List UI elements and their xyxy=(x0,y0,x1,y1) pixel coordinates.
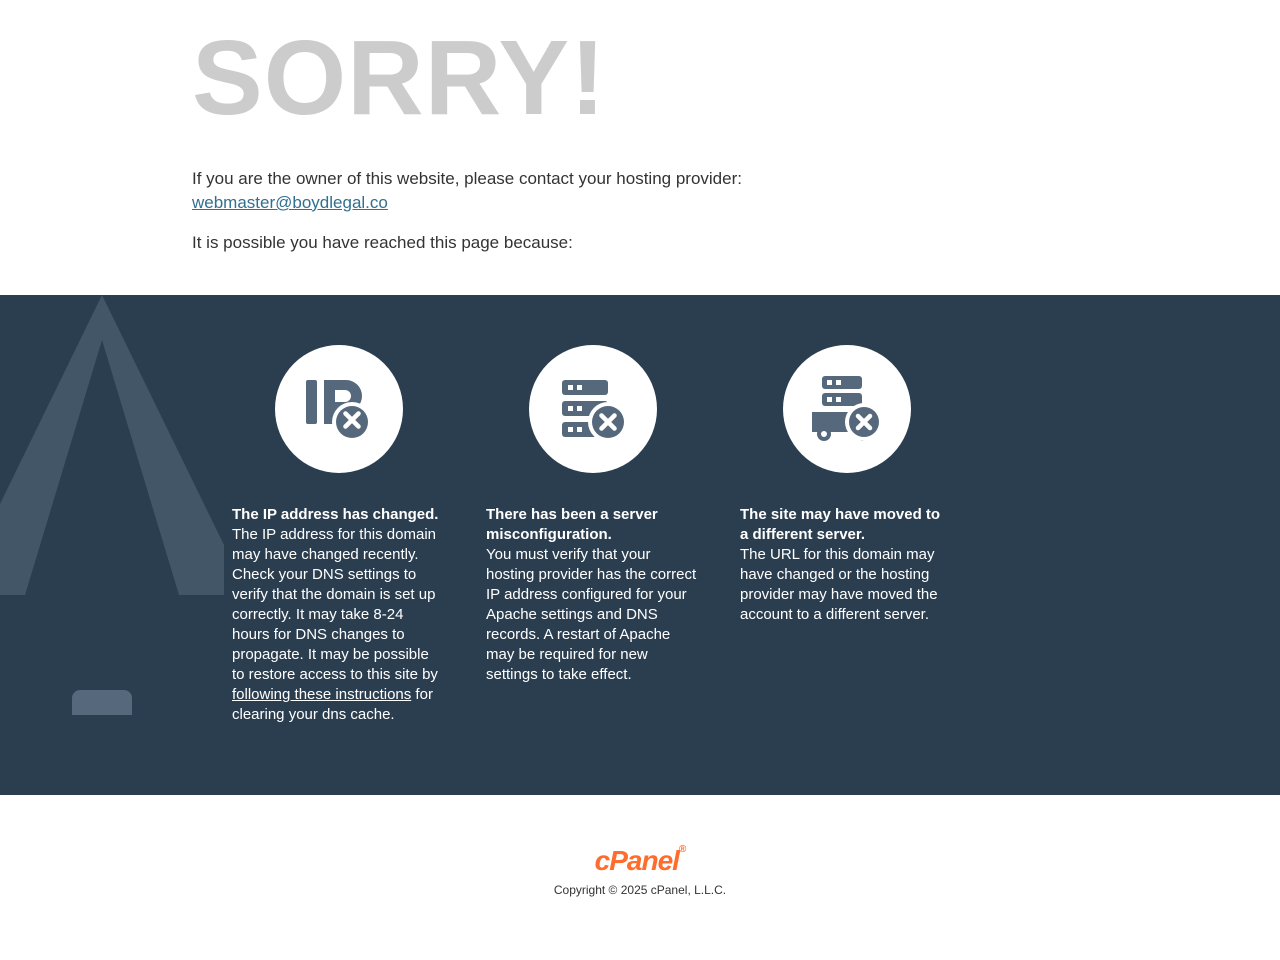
reason-column-site-moved xyxy=(740,345,994,725)
copyright-text: Copyright © 2025 cPanel, L.L.C. xyxy=(553,883,727,897)
reasons-band xyxy=(0,295,1280,795)
reason-title: The IP address has changed. xyxy=(232,506,439,523)
reason-column-server-misconfiguration xyxy=(486,345,740,725)
reason-title: There has been a server misconfiguration. xyxy=(486,506,658,543)
reason-icon-circle xyxy=(529,345,657,473)
reason-body-text-after: for clearing your dns cache. xyxy=(232,686,433,723)
webmaster-email-link[interactable]: webmaster@boydlegal.co xyxy=(192,192,388,212)
server-error-icon xyxy=(556,374,630,444)
registered-trademark-icon: ® xyxy=(678,844,686,855)
server-moved-truck-icon xyxy=(808,374,886,444)
reason-body-text-before: The IP address for this domain may have changed recently. Check your DNS settings to verify that the domain is set up correctly. It may take 8-24 hours for DNS changes to propagate. It may be possible to restore access to this site by xyxy=(232,526,438,683)
reasons-intro-text: It is possible you have reached this page because: xyxy=(192,232,573,252)
reason-body: The URL for this domain may have changed or the hosting provider may have moved the account to a different server. xyxy=(740,546,938,623)
ip-address-error-icon xyxy=(302,374,376,444)
dns-cache-instructions-link[interactable]: following these instructions xyxy=(232,686,412,703)
reason-icon-circle xyxy=(275,345,403,473)
reason-column-ip-address xyxy=(232,345,486,725)
reasons-columns xyxy=(0,295,1280,725)
reason-title: The site may have moved to a different server. xyxy=(740,506,941,543)
owner-contact-text: If you are the owner of this website, please contact your hosting provider: xyxy=(192,168,742,188)
page-footer xyxy=(0,795,1280,960)
reason-icon-circle xyxy=(783,345,911,473)
page-header xyxy=(0,0,1280,295)
cpanel-logo-text: cPanel xyxy=(594,845,679,876)
reason-body xyxy=(232,525,444,725)
page-title: SORRY! xyxy=(192,19,607,137)
cpanel-logo xyxy=(594,844,686,876)
reason-body: You must verify that your hosting provider has the correct IP address configured for your Apache settings and DNS records. A restart of Apache may be required for new settings to take effect. xyxy=(486,546,697,683)
